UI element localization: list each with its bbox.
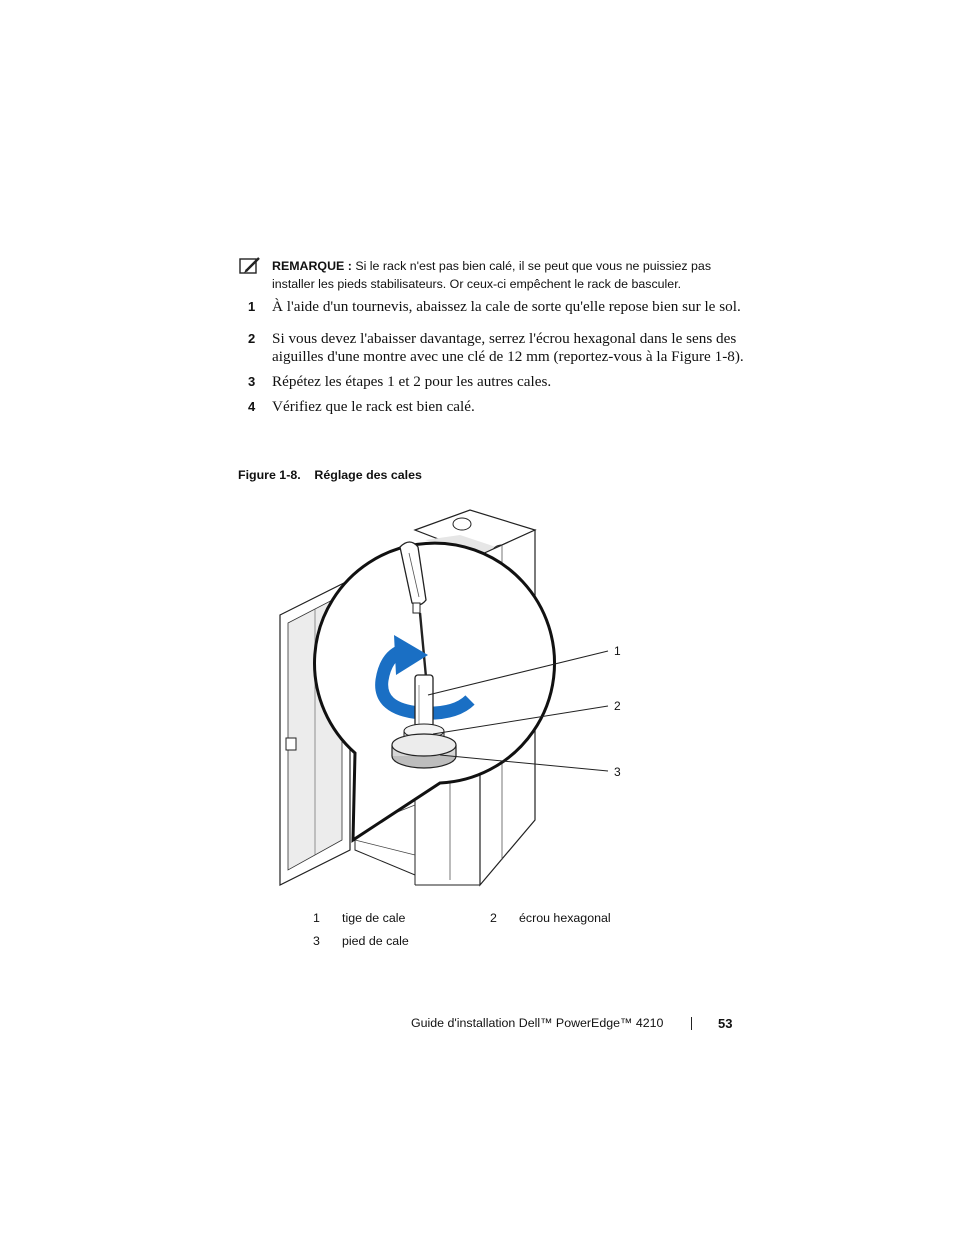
pencil-note-icon	[238, 257, 262, 277]
legend-row	[313, 934, 643, 957]
note-text: Si le rack n'est pas bien calé, il se peut que vous ne puissiez pas installer les pieds stabilisateurs. Or ceux-ci empêchent le rack de basculer.	[272, 259, 712, 291]
legend-label: pied de cale	[342, 934, 409, 948]
step-text: Si vous devez l'abaisser davantage, serrez l'écrou hexagonal dans le sens des aiguilles d'une montre avec une clé de 12 mm (reportez-vous à la Figure 1-8).	[272, 329, 744, 365]
step-item	[248, 330, 748, 367]
rack-vent-left	[453, 518, 471, 530]
step-number: 2	[248, 330, 256, 346]
step-item	[248, 398, 748, 417]
figure-caption: Figure 1-8. Réglage des cales	[238, 468, 422, 482]
door-handle	[286, 738, 296, 750]
step-number: 1	[248, 299, 256, 314]
legend-label: tige de cale	[342, 911, 406, 925]
note-label: REMARQUE :	[272, 259, 352, 273]
note-block	[238, 257, 738, 293]
legend-row	[313, 911, 643, 934]
step-list	[248, 298, 748, 423]
callout-3: 3	[614, 765, 621, 779]
legend-number: 2	[490, 911, 497, 925]
step-text: Répétez les étapes 1 et 2 pour les autres cales.	[272, 373, 552, 390]
rack-leveling-illustration	[270, 505, 630, 890]
legend-number: 3	[313, 934, 320, 948]
footer-separator	[691, 1017, 692, 1030]
page-number: 53	[718, 1016, 733, 1031]
legend-number: 1	[313, 911, 320, 925]
step-number: 4	[248, 399, 256, 414]
step-item	[248, 298, 748, 317]
figure-legend	[313, 911, 643, 957]
footer-title: Guide d'installation Dell™ PowerEdge™ 4210	[411, 1016, 664, 1030]
step-text: À l'aide d'un tournevis, abaissez la cale de sorte qu'elle repose bien sur le sol.	[272, 298, 741, 315]
step-number: 3	[248, 374, 256, 389]
step-text: Vérifiez que le rack est bien calé.	[272, 398, 475, 415]
step-item	[248, 373, 748, 392]
callout-2: 2	[614, 699, 621, 713]
leveler-stem	[415, 675, 433, 727]
legend-label: écrou hexagonal	[519, 911, 611, 925]
callout-1: 1	[614, 644, 621, 658]
